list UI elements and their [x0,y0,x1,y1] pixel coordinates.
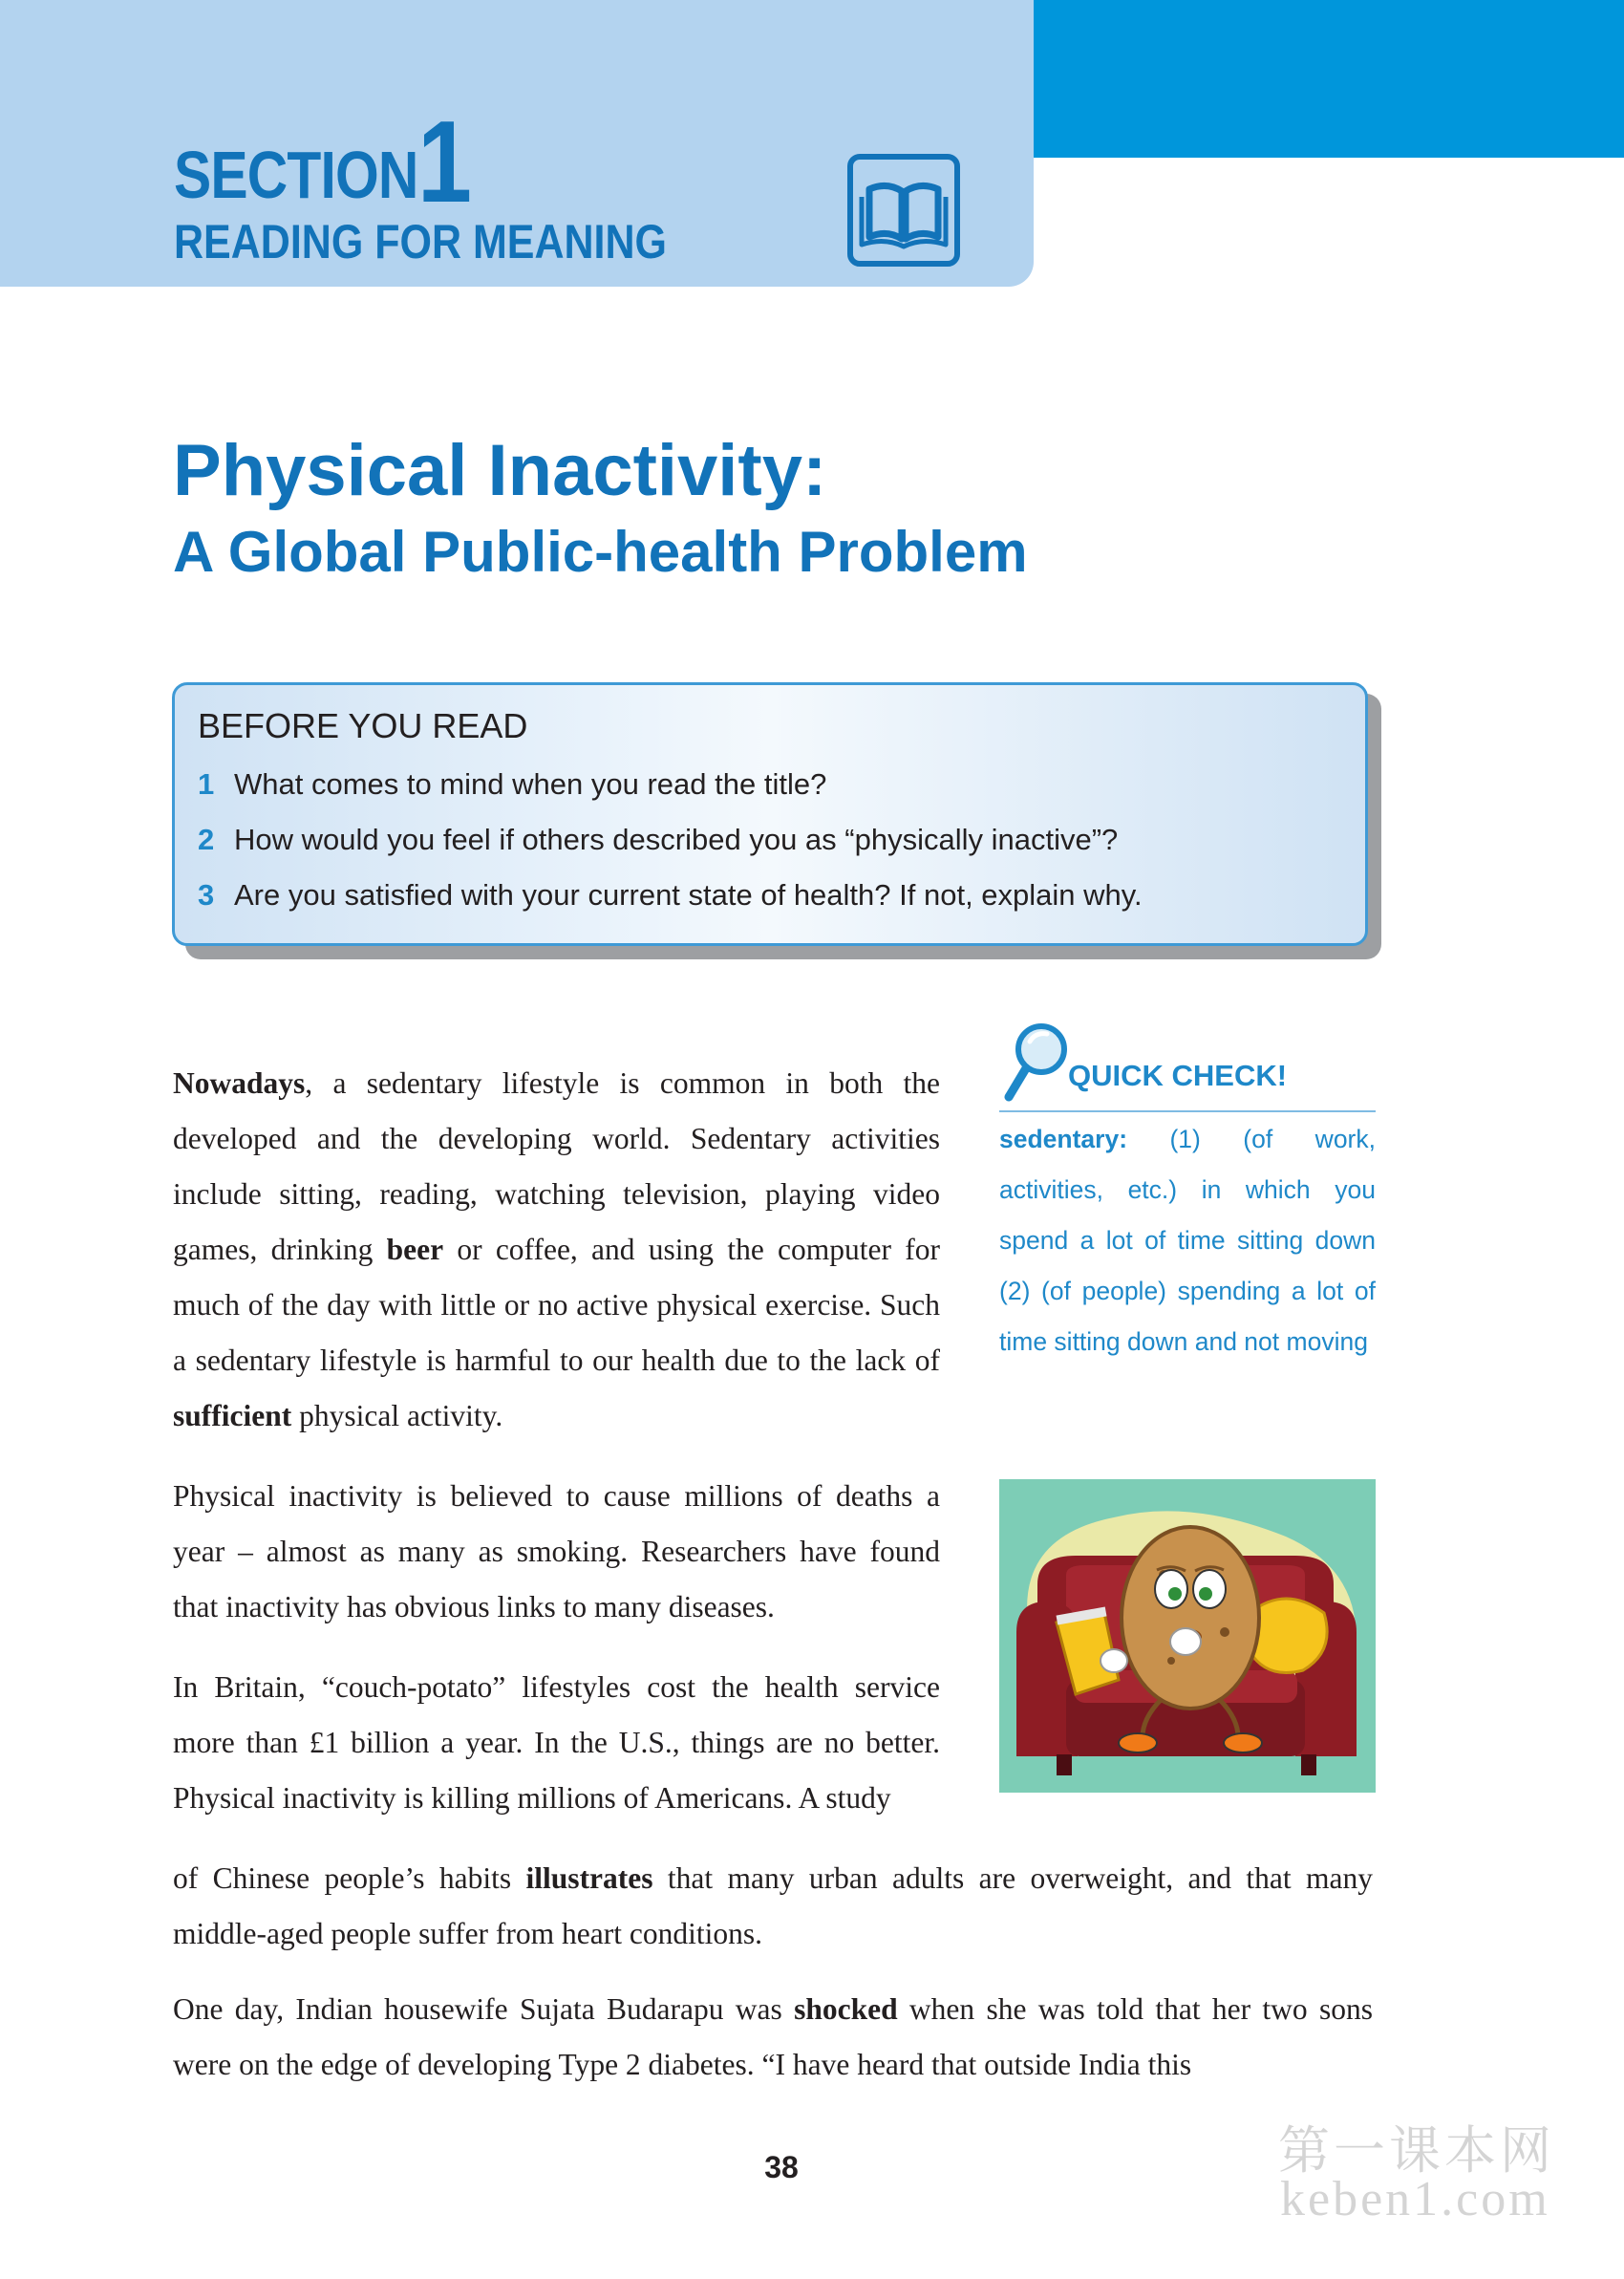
question-number: 3 [198,878,215,912]
paragraph-text: physical activity. [291,1399,503,1432]
vocab-word: shocked [794,1992,898,2026]
question-text: Are you satisfied with your current state of health? If not, explain why. [234,878,1143,912]
paragraph-text: when she was told that her two sons were on the edge of developing Type 2 diabetes. “I have heard that outside India this [173,1992,1373,2081]
paragraph-text: One day, Indian housewife Sujata Budarapu was [173,1992,795,2026]
vocab-word: sufficient [173,1399,292,1432]
header-accent-block [1034,0,1624,158]
paragraph-text: , a sedentary lifestyle is common in both the developed and the developing world. Sedentary activities include sitting, reading, watching television, playing video games, drinking [173,1066,940,1266]
paragraph-2: Physical inactivity is believed to cause millions of deaths a year – almost as many as smoking. Researchers have found that inactivity has obvious links to many diseases. [173,1479,940,1623]
page-number: 38 [764,2150,799,2184]
section-subtitle: READING FOR MEANING [174,215,667,269]
watermark-url: keben1.com [1280,2172,1550,2226]
question-text: What comes to mind when you read the title? [234,767,827,801]
quick-check-definition [999,1114,1376,1367]
paragraph-3-continued [173,1851,1373,1962]
question-item [198,823,1143,878]
before-you-read-heading: BEFORE YOU READ [198,706,528,745]
paragraph-1 [173,1056,940,1444]
before-you-read-questions [198,767,1143,934]
before-you-read-box [172,682,1368,946]
section-number: 1 [417,97,473,226]
question-number: 1 [198,767,215,801]
question-item [198,878,1143,934]
paragraph-text: that many urban adults are overweight, and that many middle-aged people suffer from heart conditions. [173,1861,1373,1950]
magnifier-icon [1003,1021,1072,1103]
paragraph-4 [173,1982,1373,2093]
paragraph-text: of Chinese people’s habits [173,1861,526,1895]
paragraph-3: In Britain, “couch-potato” lifestyles cost the health service more than £1 billion a year. In the U.S., things are no better. Physical inactivity is killing millions of Americans. A study [173,1670,940,1815]
section-label: SECTION [174,138,418,212]
couch-potato-illustration [999,1479,1376,1793]
paragraph-text: or coffee, and using the computer for much of the day with little or no active physical exercise. Such a sedentary lifestyle is harmful to our health due to the lack of [173,1233,940,1377]
question-item [198,767,1143,823]
question-number: 2 [198,823,215,856]
quick-check-definition-text: (1) (of work, activities, etc.) in which you spend a lot of time sitting down (2) (of people) spending a lot of time sitting down and not moving [999,1125,1376,1356]
vocab-word: illustrates [525,1861,653,1895]
article-subtitle: A Global Public-health Problem [173,520,1028,584]
quick-check-divider [999,1110,1376,1112]
watermark-chinese: 第一课本网 [1278,2120,1555,2181]
article-title: Physical Inactivity: [173,430,827,511]
vocab-word: Nowadays [173,1066,306,1100]
vocab-word: beer [386,1233,444,1266]
question-text: How would you feel if others described you as “physically inactive”? [234,823,1119,856]
quick-check-title: QUICK CHECK! [1068,1059,1288,1092]
quick-check-term: sedentary: [999,1125,1128,1153]
open-book-icon [846,153,961,268]
